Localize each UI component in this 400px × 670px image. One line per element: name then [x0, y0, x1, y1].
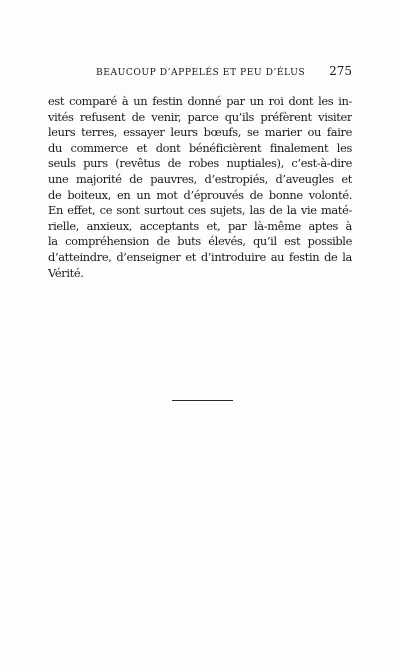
- text-line: leurs terres, essayer leurs bœufs, se marier ou faire: [48, 125, 352, 140]
- text-line: vités refusent de venir, parce qu’ils préfèrent visiter: [48, 109, 352, 124]
- text-line: est comparé à un festin donné par un roi dont les in-: [48, 94, 352, 108]
- text-line: de boiteux, en un mot d’éprouvés de bonne volonté.: [48, 187, 352, 202]
- text-line: rielle, anxieux, acceptants et, par là-même aptes à: [48, 218, 352, 233]
- text-line: seuls purs (revêtus de robes nuptiales), c’est-à-dire: [48, 156, 352, 171]
- running-header: [96, 64, 352, 78]
- running-title: BEAUCOUP D’APPELÉS ET PEU D’ÉLUS: [96, 67, 306, 78]
- text-line: Vérité.: [48, 265, 84, 280]
- text-line: du commerce et dont bénéficièrent finalement les: [48, 140, 352, 155]
- text-line: En effet, ce sont surtout ces sujets, las de la vie maté-: [48, 203, 352, 218]
- text-line: la compréhension de buts élevés, qu’il est possible: [48, 234, 352, 249]
- section-separator-rule: [172, 400, 233, 401]
- body-paragraph: [48, 94, 352, 281]
- page-number: 275: [329, 64, 352, 78]
- text-line: d’atteindre, d’enseigner et d’introduire au festin de la: [48, 249, 352, 264]
- text-line: une majorité de pauvres, d’estropiés, d’aveugles et: [48, 171, 352, 186]
